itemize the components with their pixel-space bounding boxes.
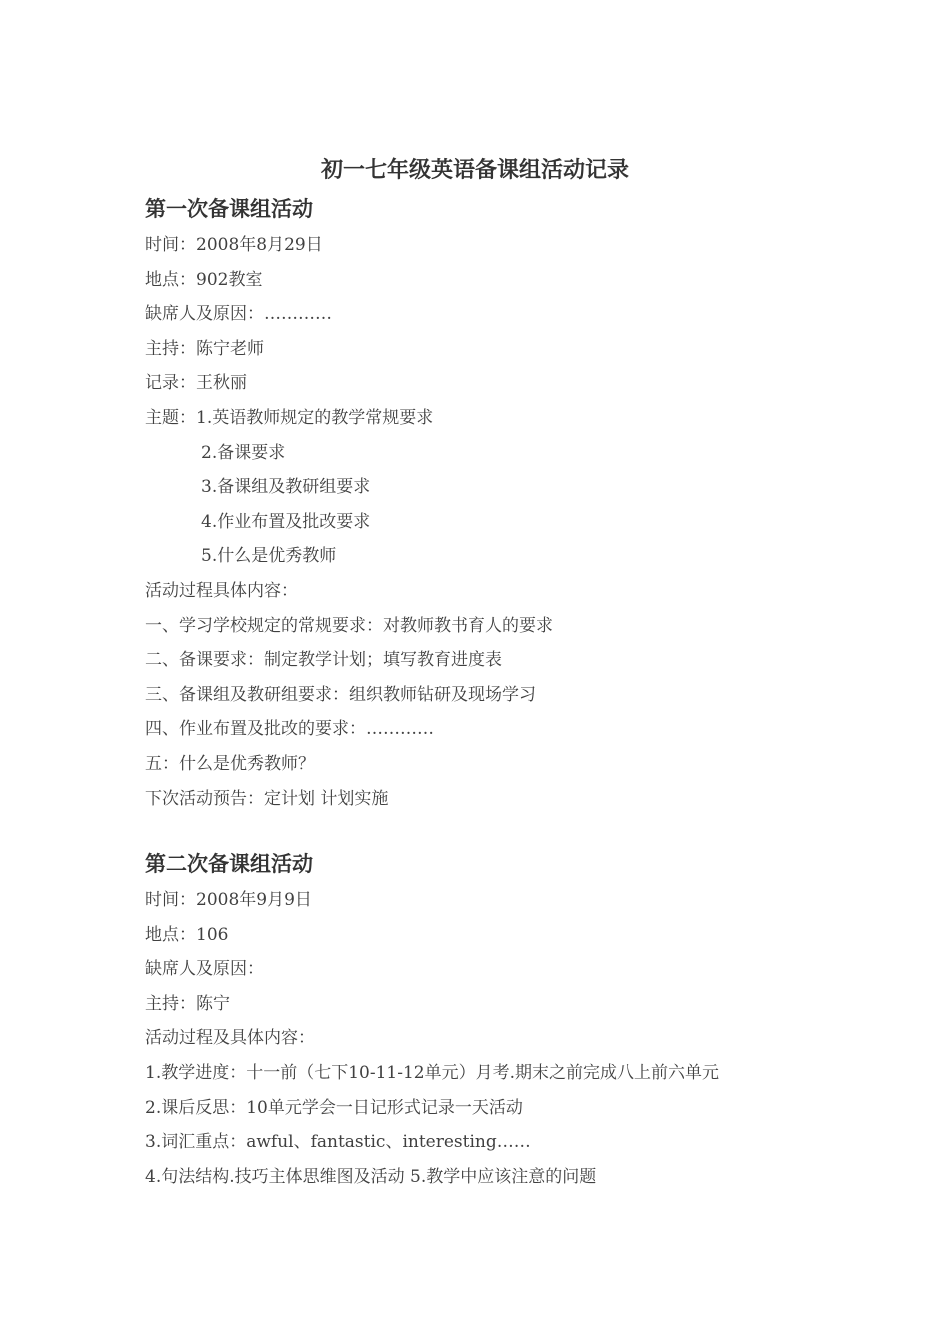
second-activity-item: 4.句法结构.技巧主体思维图及活动 5.教学中应该注意的问题 [145, 1166, 597, 1187]
first-activity-host: 主持：陈宁老师 [145, 338, 264, 359]
second-activity-item: 2.课后反思：10单元学会一日记形式记录一天活动 [145, 1097, 523, 1118]
second-activity-time: 时间：2008年9月9日 [145, 890, 312, 910]
first-activity-content-item: 一、学习学校规定的常规要求：对教师教书育人的要求 [145, 615, 553, 636]
first-activity-content-item: 二、备课要求：制定教学计划；填写教育进度表 [145, 650, 502, 671]
first-activity-content-label: 活动过程具体内容： [145, 580, 298, 601]
second-activity-item: 3.词汇重点：awful、fantastic、interesting…… [145, 1132, 531, 1153]
first-activity-topic-item: 2.备课要求 [201, 442, 286, 463]
first-activity-preview: 下次活动预告：定计划 计划实施 [145, 788, 389, 809]
second-activity-host: 主持：陈宁 [145, 993, 230, 1014]
first-activity-topic-item: 5.什么是优秀教师 [201, 546, 337, 567]
second-activity-place: 地点：106 [145, 924, 229, 945]
first-activity-content-item: 五：什么是优秀教师？ [145, 753, 315, 774]
first-activity-heading: 第一次备课组活动 [145, 197, 313, 221]
first-activity-topic: 主题：1.英语教师规定的教学常规要求 [145, 407, 434, 428]
document-title: 初一七年级英语备课组活动记录 [320, 158, 629, 183]
second-activity-content-label: 活动过程及具体内容： [145, 1028, 315, 1049]
second-activity-item: 1.教学进度：十一前（七下10-11-12单元）月考.期末之前完成八上前六单元 [145, 1062, 720, 1083]
first-activity-absent: 缺席人及原因：………… [145, 304, 332, 325]
first-activity-recorder: 记录：王秋丽 [145, 373, 247, 394]
first-activity-section [145, 194, 865, 816]
first-activity-content-item: 三、备课组及教研组要求：组织教师钻研及现场学习 [145, 684, 536, 705]
first-activity-time: 时间：2008年8月29日 [145, 235, 323, 255]
second-activity-absent: 缺席人及原因： [145, 959, 264, 980]
first-activity-topic-item: 4.作业布置及批改要求 [201, 511, 371, 532]
first-activity-place: 地点：902教室 [145, 269, 263, 290]
first-activity-topic-item: 3.备课组及教研组要求 [201, 477, 371, 498]
second-activity-heading: 第二次备课组活动 [145, 852, 313, 876]
second-activity-section [145, 849, 865, 1194]
first-activity-content-item: 四、作业布置及批改的要求：………… [145, 719, 434, 740]
